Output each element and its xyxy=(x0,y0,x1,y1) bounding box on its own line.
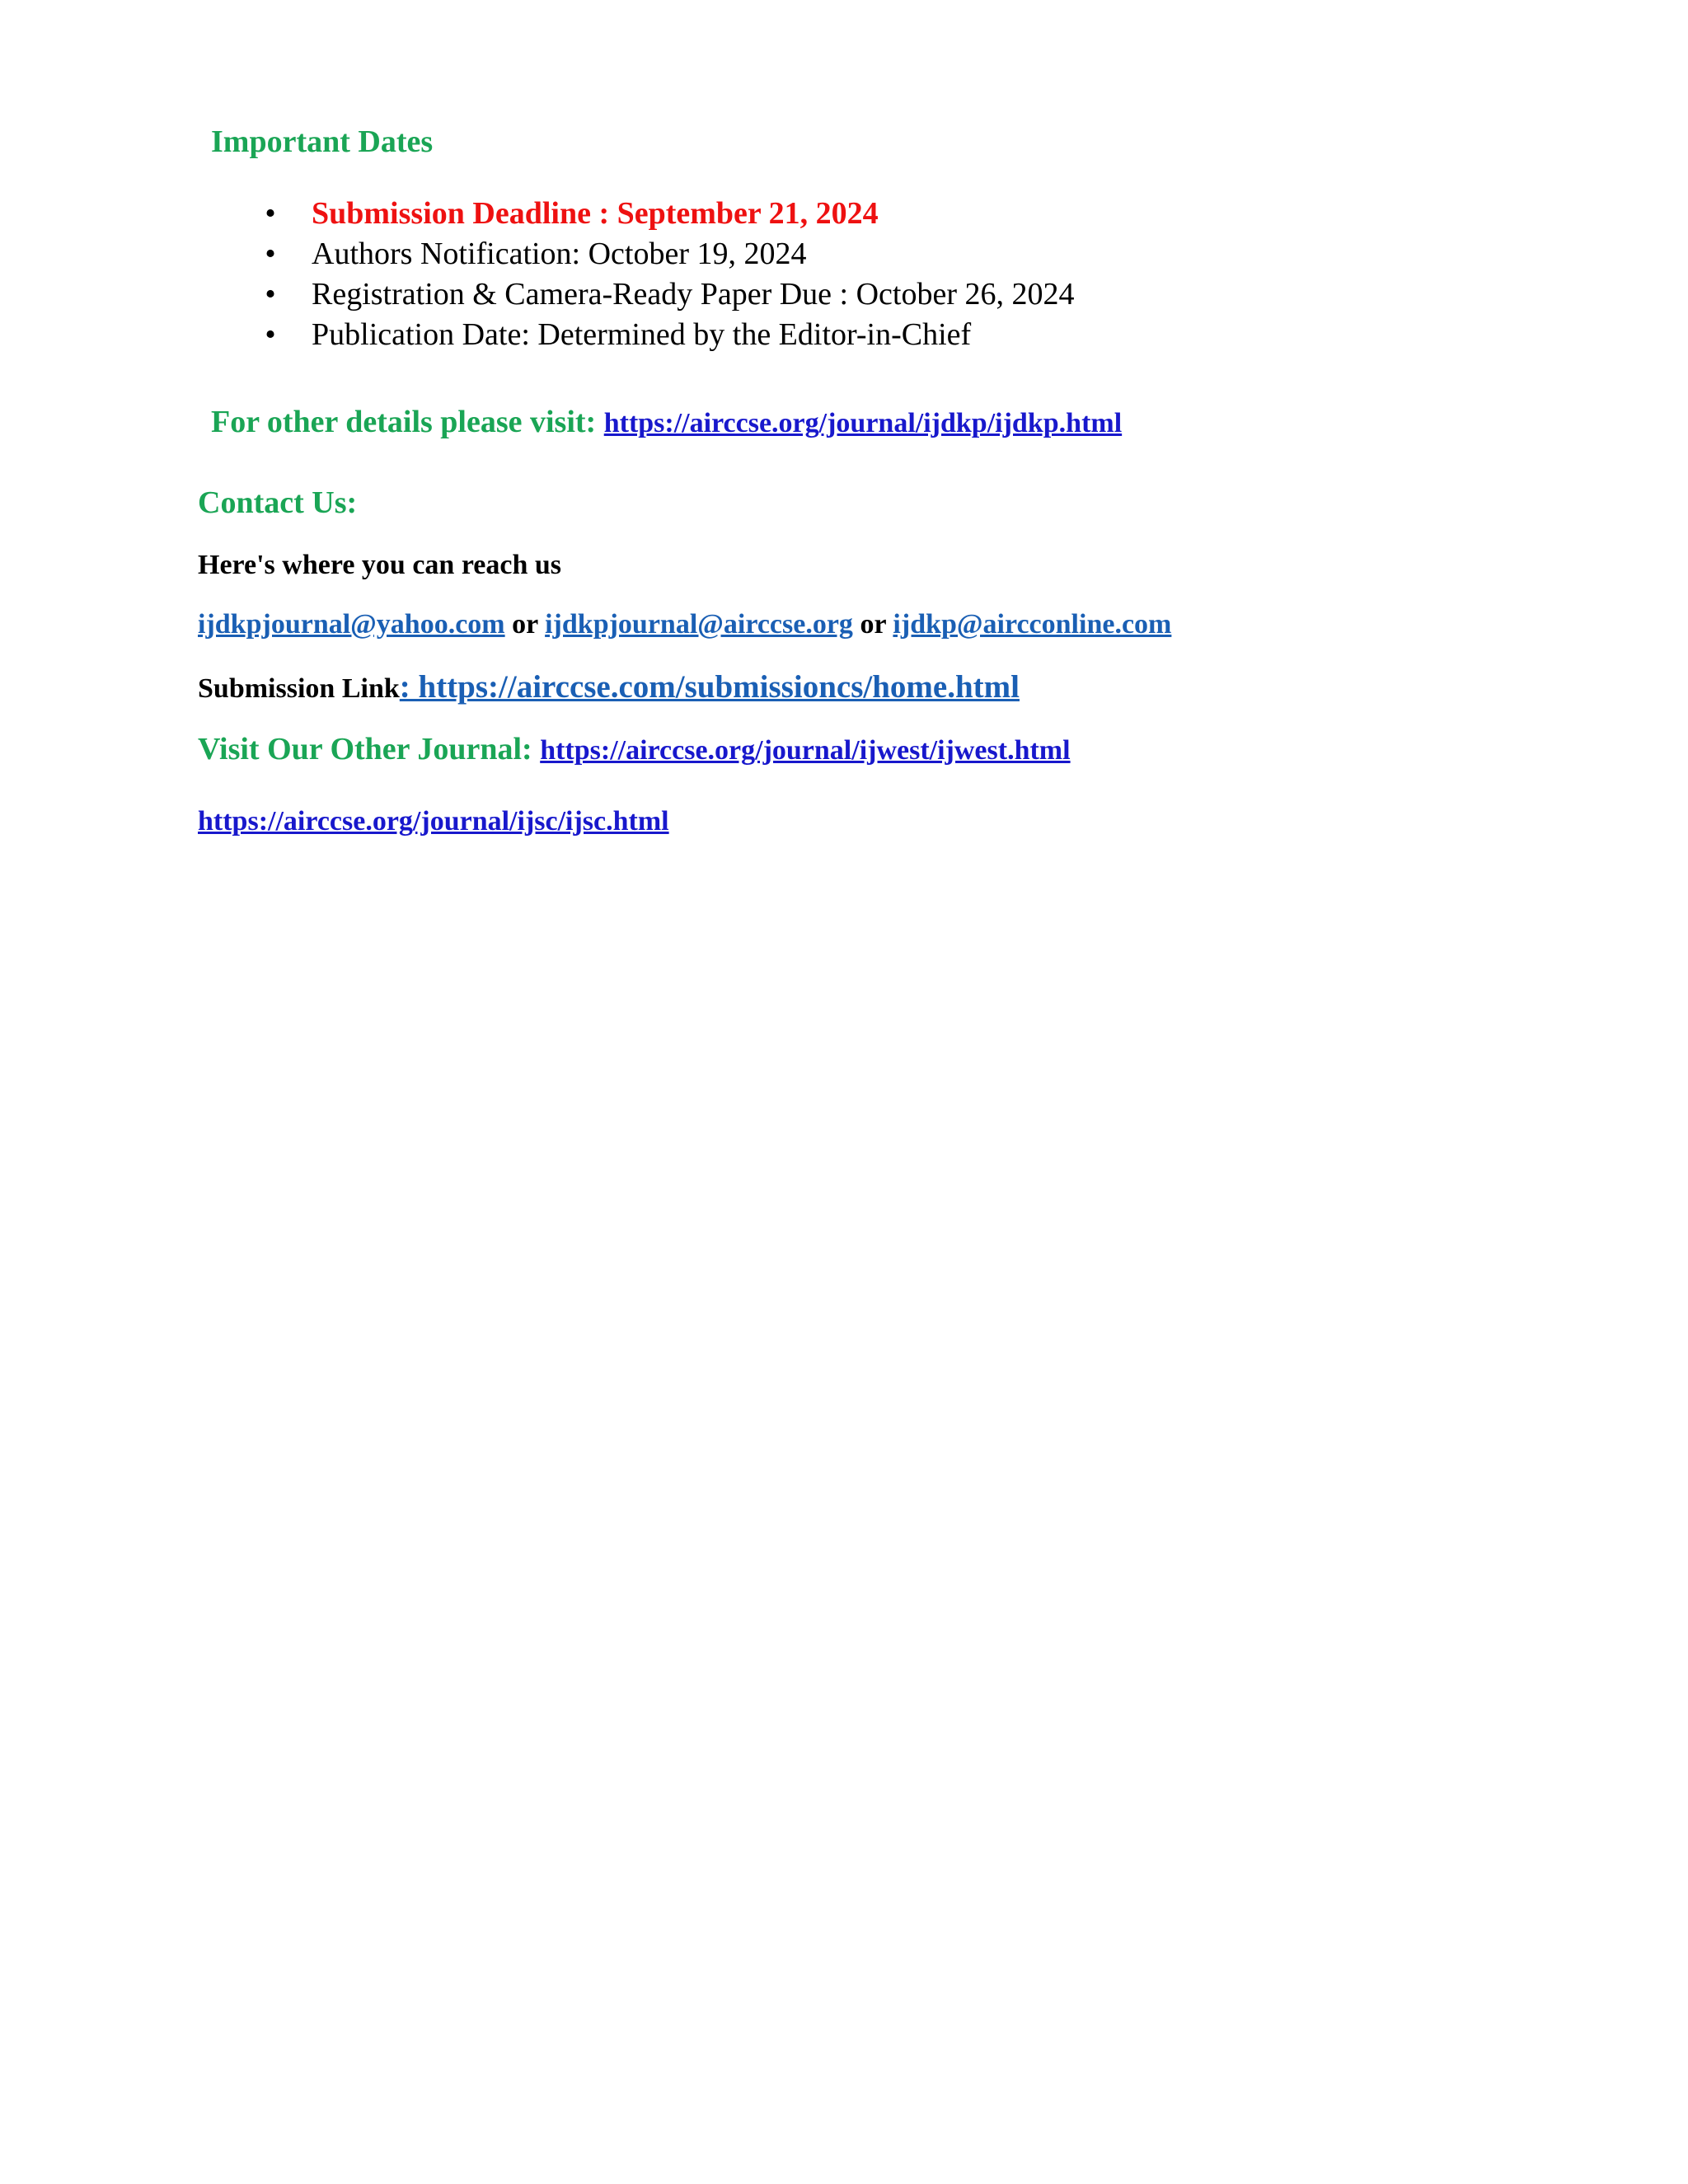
ijsc-journal-link[interactable]: https://airccse.org/journal/ijsc/ijsc.html xyxy=(198,806,669,837)
other-details-label: For other details please visit: xyxy=(211,405,604,439)
email-link-aircconline[interactable]: ijdkp@aircconline.com xyxy=(893,609,1172,640)
submission-link-label: Submission Link xyxy=(198,673,400,704)
contact-us-heading: Contact Us: xyxy=(198,485,358,520)
bullet-icon: • xyxy=(265,317,276,352)
authors-notification-text: Authors Notification: October 19, 2024 xyxy=(312,237,807,271)
bullet-icon: • xyxy=(265,277,276,312)
bullet-icon: • xyxy=(265,196,276,231)
submission-link[interactable]: : https://airccse.com/submissioncs/home.html xyxy=(399,669,1020,705)
important-dates-list xyxy=(262,194,1074,355)
list-item xyxy=(262,234,1074,274)
important-dates-heading: Important Dates xyxy=(211,124,434,159)
list-item xyxy=(262,274,1074,315)
email-link-yahoo[interactable]: ijdkpjournal@yahoo.com xyxy=(198,609,505,640)
email-links-line xyxy=(198,609,1171,640)
ijwest-journal-link[interactable]: https://airccse.org/journal/ijwest/ijwest.html xyxy=(540,735,1071,766)
other-journal-label: Visit Our Other Journal: xyxy=(198,732,541,766)
email-separator: or xyxy=(504,609,546,640)
email-link-airccse[interactable]: ijdkpjournal@airccse.org xyxy=(545,609,853,640)
other-journal-line xyxy=(198,731,1071,767)
email-separator: or xyxy=(852,609,893,640)
ijdkp-journal-link[interactable]: https://airccse.org/journal/ijdkp/ijdkp.html xyxy=(603,408,1123,438)
list-item xyxy=(262,194,1074,234)
ijsc-journal-line xyxy=(198,806,669,837)
reach-us-text: Here's where you can reach us xyxy=(198,550,562,580)
submission-link-line xyxy=(198,668,1020,705)
list-item xyxy=(262,315,1074,355)
publication-date-text: Publication Date: Determined by the Editor-in-Chief xyxy=(312,317,972,352)
other-details-line xyxy=(211,404,1122,440)
registration-due-text: Registration & Camera-Ready Paper Due : October 26, 2024 xyxy=(312,277,1075,312)
submission-deadline-text: Submission Deadline : September 21, 2024 xyxy=(312,196,879,231)
bullet-icon: • xyxy=(265,237,276,271)
